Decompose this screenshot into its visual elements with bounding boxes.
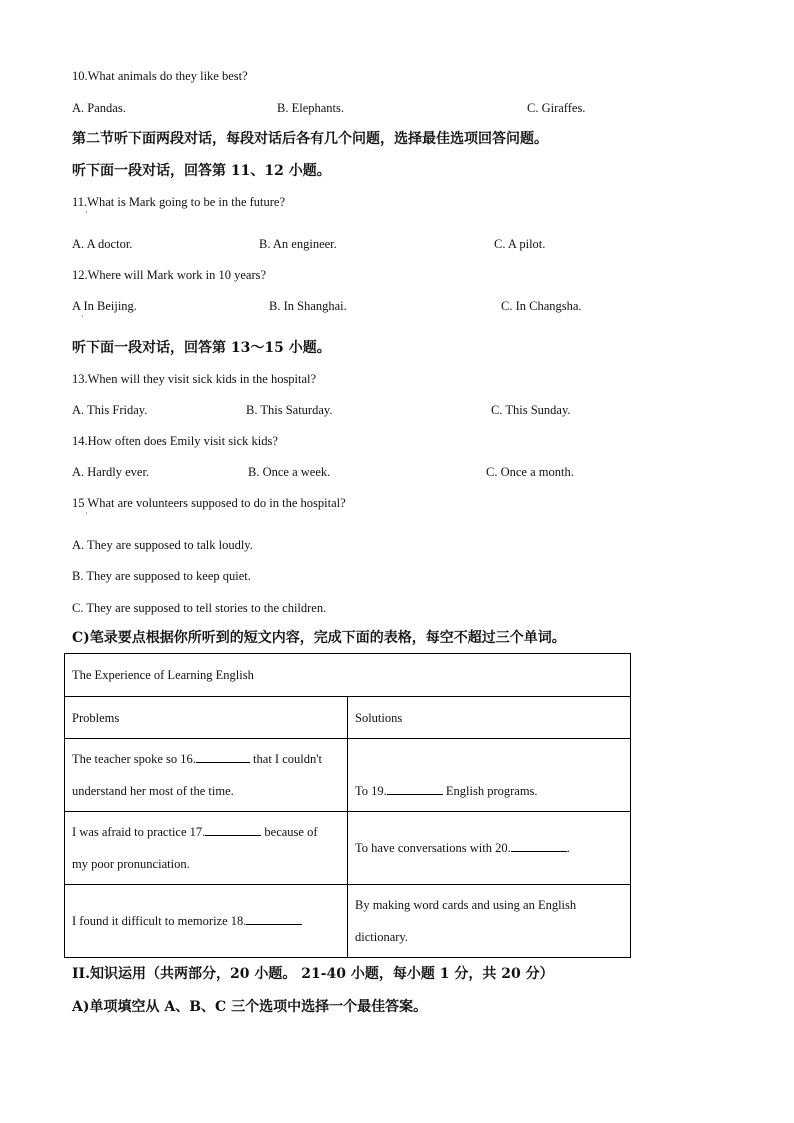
problem-text: understand her most of the time. xyxy=(72,784,234,798)
solution-cell xyxy=(348,885,631,958)
q13-option-b: B. This Saturday. xyxy=(246,403,333,417)
q10-option-a: A. Pandas. xyxy=(72,101,126,115)
q14-option-c: C. Once a month. xyxy=(486,465,574,479)
blank-17 xyxy=(205,823,261,836)
table-row xyxy=(65,739,631,812)
q15-option-b: B. They are supposed to keep quiet. xyxy=(72,569,251,583)
solution-cell xyxy=(348,739,631,812)
solution-text: . xyxy=(566,841,570,855)
partC-heading: C)笔录要点根据你所听到的短文内容，完成下面的表格，每空不超过三个单词。 xyxy=(72,630,566,646)
problem-text: that I couldn't xyxy=(249,752,322,766)
question-10: 10.What animals do they like best? xyxy=(72,69,248,83)
solution-text: English programs. xyxy=(442,784,538,798)
q13-option-c: C. This Sunday. xyxy=(491,403,571,417)
q12-option-c: C. In Changsha. xyxy=(501,299,582,313)
solution-text: dictionary. xyxy=(355,930,408,944)
part2-heading: II.知识运用（共两部分，20 小题。 21-40 小题，每小题 1 分，共 20 分） xyxy=(72,966,554,982)
dialog2-heading: 听下面一段对话，回答第 13～15 小题。 xyxy=(72,340,331,356)
tick-mark: ' xyxy=(86,511,88,520)
question-15: 15 What are volunteers supposed to do in the hospital? xyxy=(72,496,346,510)
solution-text: By making word cards and using an English xyxy=(355,898,577,912)
solution-text: To 19. xyxy=(355,784,387,798)
q11-option-b: B. An engineer. xyxy=(259,237,337,251)
q11-option-c: C. A pilot. xyxy=(494,237,546,251)
problem-text: I found it difficult to memorize 18. xyxy=(72,914,247,928)
q13-option-a: A. This Friday. xyxy=(72,403,148,417)
dialog1-heading: 听下面一段对话，回答第 11、12 小题。 xyxy=(72,163,331,179)
q14-option-b: B. Once a week. xyxy=(248,465,331,479)
q15-option-c: C. They are supposed to tell stories to the children. xyxy=(72,601,327,615)
column-header-problems: Problems xyxy=(65,697,348,739)
table-row xyxy=(65,812,631,885)
q15-option-a: A. They are supposed to talk loudly. xyxy=(72,538,253,552)
problem-cell xyxy=(65,812,348,885)
q12-option-b: B. In Shanghai. xyxy=(269,299,347,313)
problem-cell xyxy=(65,739,348,812)
q11-option-a: A. A doctor. xyxy=(72,237,133,251)
tick-mark: ' xyxy=(82,314,84,323)
blank-16 xyxy=(196,750,250,763)
section2-heading: 第二节听下面两段对话，每段对话后各有几个问题，选择最佳选项回答问题。 xyxy=(72,131,548,147)
experience-table xyxy=(64,653,631,958)
question-12: 12.Where will Mark work in 10 years? xyxy=(72,268,267,282)
problem-text: The teacher spoke so 16. xyxy=(72,752,196,766)
q12-option-a: A In Beijing. xyxy=(72,299,137,313)
blank-20 xyxy=(511,839,567,852)
problem-cell xyxy=(65,885,348,958)
problem-text: my poor pronunciation. xyxy=(72,857,190,871)
question-11: 11.What is Mark going to be in the future? xyxy=(72,195,286,209)
question-13: 13.When will they visit sick kids in the hospital? xyxy=(72,372,317,386)
blank-19 xyxy=(387,782,443,795)
q10-option-c: C. Giraffes. xyxy=(527,101,586,115)
tick-mark: ' xyxy=(86,210,88,219)
question-14: 14.How often does Emily visit sick kids? xyxy=(72,434,278,448)
q10-option-b: B. Elephants. xyxy=(277,101,345,115)
q14-option-a: A. Hardly ever. xyxy=(72,465,150,479)
column-header-solutions: Solutions xyxy=(348,697,631,739)
table-row xyxy=(65,885,631,958)
solution-text: To have conversations with 20. xyxy=(355,841,511,855)
table-title: The Experience of Learning English xyxy=(65,654,631,697)
partA-heading: A)单项填空从 A、B、C 三个选项中选择一个最佳答案。 xyxy=(72,999,428,1015)
blank-18 xyxy=(246,912,302,925)
problem-text: I was afraid to practice 17. xyxy=(72,825,206,839)
solution-cell xyxy=(348,812,631,885)
problem-text: because of xyxy=(261,825,318,839)
